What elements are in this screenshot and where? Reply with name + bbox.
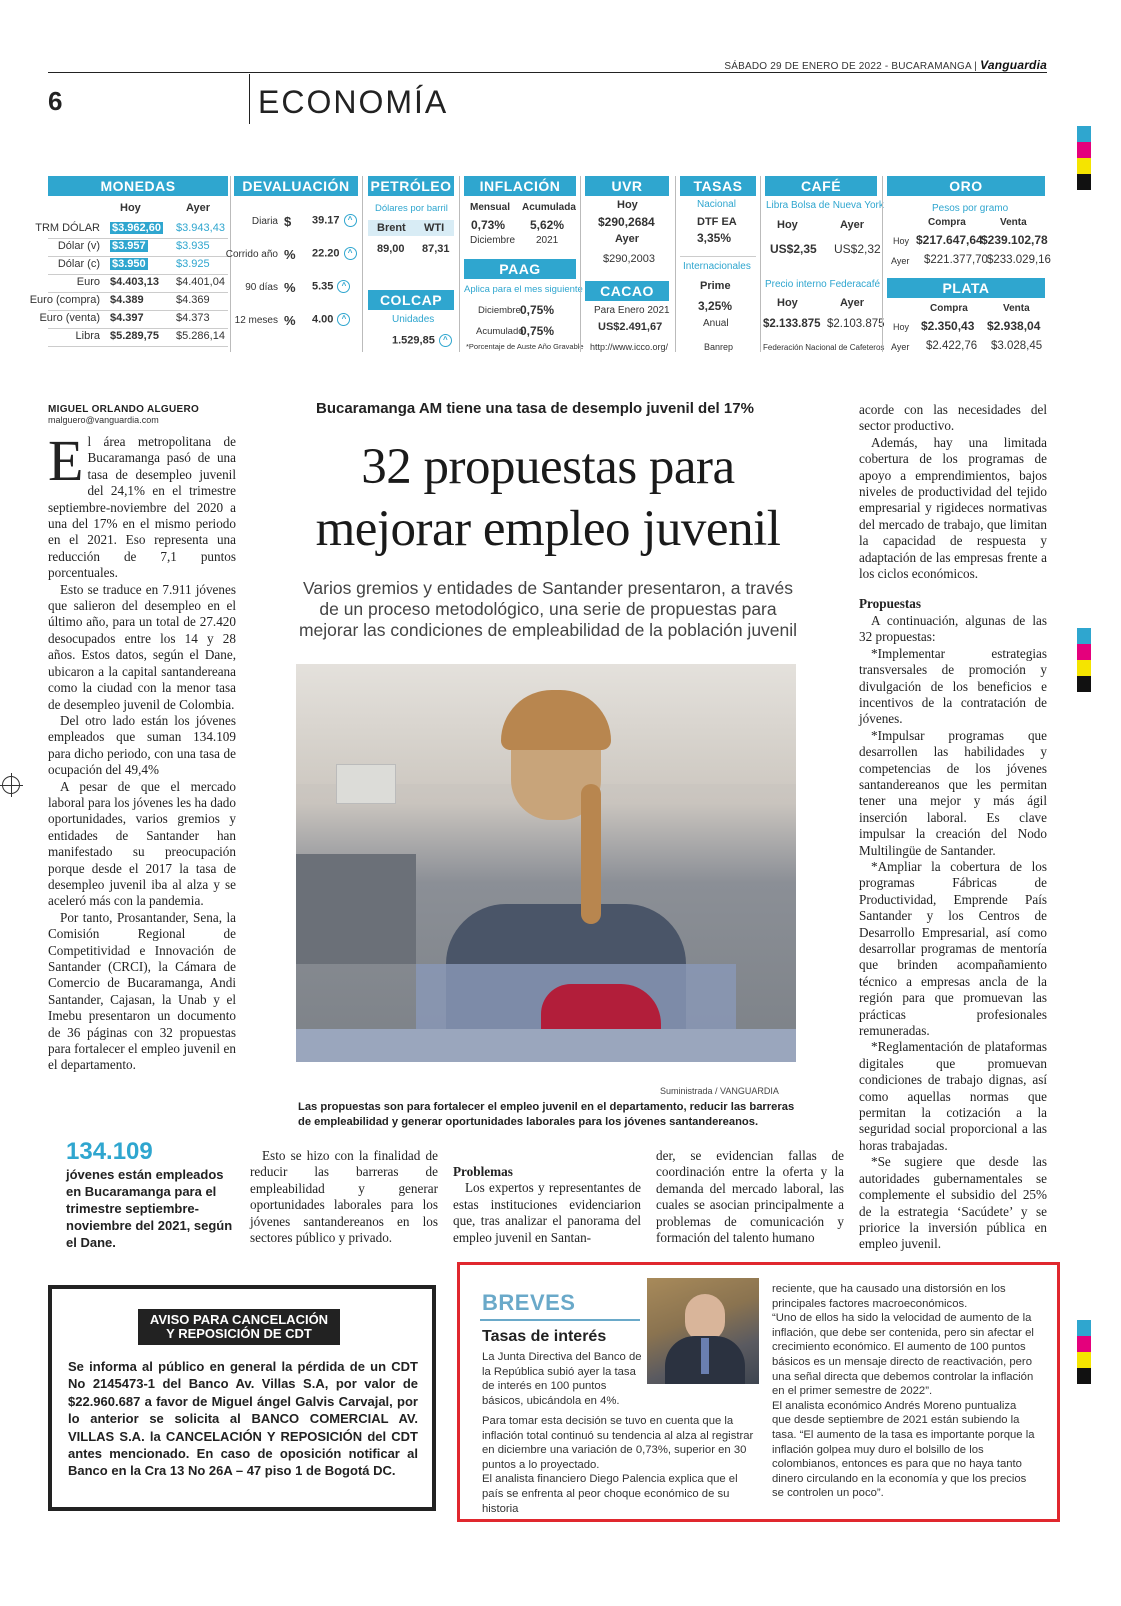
paag-dic-value: 0,75% xyxy=(520,303,555,317)
paragraph: der, se evidencian fallas de coordinación entre la oferta y la demanda del mercado laboral, las cuales se asocian principalmente a problemas de comunicación y formación del talento humano xyxy=(656,1148,844,1246)
registration-magenta xyxy=(1077,142,1091,158)
paragraph: Para tomar esta decisión se tuvo en cuenta que la inflación total continuó su tendencia al alza al registrar en diciembre una variación de 0,73%, superior en 30 puntos a lo proyectado. xyxy=(482,1415,754,1471)
aviso-title xyxy=(138,1309,340,1345)
column-right xyxy=(859,402,1047,1253)
monedas-ayer: $4.373 xyxy=(176,312,210,324)
cafe-fuente: Federación Nacional de Cafeteros xyxy=(763,343,885,352)
headline xyxy=(298,436,798,560)
paragraph: La Junta Directiva del Banco de la República subió ayer la tasa de interés en 100 puntos básicos, ubicándola en 4%. xyxy=(482,1351,642,1407)
paragraph: Esto se hizo con la finalidad de reducir las barreras de empleabilidad y generar oportunidades laborales para los jóvenes santandereanos en los sectores público y privado. xyxy=(250,1148,438,1246)
monedas-hoy: $5.289,75 xyxy=(110,330,159,342)
paragraph: l área metropolitana de Bucaramanga pasó de una tasa de desempleo juvenil del 24,1% en el trimestre septiembre-noviembre del 2020 a una del 17% en el mismo periodo en el 2021. Eso representa una reducción de 7,1 puntos porcentuales. xyxy=(48,434,236,581)
paragraph: reciente, que ha causado una distorsión en los principales factores macroeconómicos. xyxy=(772,1283,1006,1310)
dtf-value: 3,35% xyxy=(697,231,732,245)
up-arrow-icon: ^ xyxy=(337,313,350,326)
paragraph: *Implementar estrategias transversales de promoción y divulgación de los beneficios e incentivos de la contratación de jóvenes. xyxy=(859,645,1047,727)
photo-credit: Suministrada / VANGUARDIA xyxy=(660,1086,779,1096)
author-email[interactable]: malguero@vanguardia.com xyxy=(48,415,159,425)
section-title: ECONOMÍA xyxy=(258,84,449,120)
uvr-ayer-label: Ayer xyxy=(615,233,640,245)
wti-value: 87,31 xyxy=(422,243,450,255)
paag-acu-value: 0,75% xyxy=(520,324,555,338)
column-b3 xyxy=(656,1148,844,1246)
monedas-label: TRM DÓLAR xyxy=(35,222,100,234)
uvr-ayer: $290,2003 xyxy=(603,253,655,265)
byline: MIGUEL ORLANDO ALGUERO xyxy=(48,404,200,415)
paragraph: Los expertos y representantes de estas instituciones evidenciarion que, tras analizar el panorama del empleo juvenil en Santan- xyxy=(453,1180,641,1245)
paag-title: PAAG xyxy=(464,259,576,279)
oro-sub: Pesos por gramo xyxy=(932,203,1009,214)
inflacion-anio: 2021 xyxy=(536,235,559,246)
monedas-panel xyxy=(48,176,228,196)
oro-title: ORO xyxy=(887,176,1045,196)
big-number-text: jóvenes están empleados en Bucaramanga para el trimestre septiembre-noviembre del 2021, según el Dane. xyxy=(66,1167,233,1250)
problemas-subhead: Problemas xyxy=(453,1164,513,1179)
header-rule xyxy=(48,72,1047,73)
devaluacion-label: Diaria xyxy=(251,216,278,227)
devaluacion-panel xyxy=(234,176,358,196)
headline-line-2: mejorar empleo juvenil xyxy=(315,501,781,557)
breves-col-1-top xyxy=(482,1350,642,1408)
registration-black xyxy=(1077,1368,1091,1384)
monedas-ayer-header: Ayer xyxy=(186,202,211,214)
date-text: SÁBADO 29 DE ENERO DE 2022 - BUCARAMANGA xyxy=(724,61,972,72)
monedas-label: Libra xyxy=(75,330,100,342)
devaluacion-value: 22.20 ^ xyxy=(312,247,357,260)
cacao-url: http://www.icco.org/ xyxy=(590,342,669,352)
acumulada-label: Acumulada xyxy=(522,202,576,213)
cacao-title: CACAO xyxy=(585,281,669,301)
column-separator xyxy=(459,176,460,352)
oro-ayer-label: Ayer xyxy=(891,256,910,266)
registration-magenta xyxy=(1077,644,1091,660)
row-divider xyxy=(48,310,228,311)
plata-ayer-compra: $2.422,76 xyxy=(926,340,978,352)
cacao-panel xyxy=(585,281,669,301)
paag-panel xyxy=(464,259,576,279)
cacao-value: US$2.491,67 xyxy=(598,321,663,333)
cafe-sub: Libra Bolsa de Nueva York xyxy=(766,200,884,211)
uvr-panel xyxy=(585,176,669,196)
registration-magenta xyxy=(1077,1336,1091,1352)
monedas-hoy: $3.950 xyxy=(112,258,146,270)
devaluacion-unit: % xyxy=(284,280,296,295)
uvr-hoy-label: Hoy xyxy=(617,199,638,211)
breves-subtitle: Tasas de interés xyxy=(482,1328,607,1345)
paragraph: Del otro lado están los jóvenes empleados que suman 134.109 para dicho periodo, con una tasa de ocupación del 49,4% xyxy=(48,712,236,778)
oro-hoy-compra: $217.647,64 xyxy=(916,233,983,247)
column-separator xyxy=(362,176,363,352)
kicker: Bucaramanga AM tiene una tasa de desemplo juvenil del 17% xyxy=(316,400,754,417)
cafe-panel xyxy=(765,176,877,196)
wti-label: WTI xyxy=(424,222,445,234)
dropcap: E xyxy=(48,428,84,493)
column-1 xyxy=(48,428,236,1074)
cafe-ayer-label: Ayer xyxy=(840,219,865,231)
inflacion-periodo: Diciembre xyxy=(470,235,516,246)
paragraph: acorde con las necesidades del sector productivo. xyxy=(859,402,1047,434)
registration-cyan xyxy=(1077,628,1091,644)
cafe-ayer2-label: Ayer xyxy=(840,297,865,309)
monedas-label: Dólar (v) xyxy=(57,240,100,252)
column-b1 xyxy=(250,1148,438,1246)
column-b2 xyxy=(453,1164,641,1246)
propuestas-subhead: Propuestas xyxy=(859,596,922,612)
paag-note: *Porcentaje de Auste Año Gravable xyxy=(466,342,584,351)
cafe-hoy-label: Hoy xyxy=(777,219,798,231)
headline-line-1: 32 propuestas para xyxy=(361,439,735,495)
column-separator xyxy=(230,176,231,352)
breves-col-2 xyxy=(772,1282,1036,1501)
dateline: SÁBADO 29 DE ENERO DE 2022 - BUCARAMANGA | Vanguardia xyxy=(724,58,1047,72)
cafe-title: CAFÉ xyxy=(765,176,877,196)
aviso-text: Se informa al público en general la pérdida de un CDT No 2145473-1 del Banco Av. Villas S.A, por valor de $22.960.687 a favor de Miguel ángel Galvis Carvajal, por lo anterior se solicita al BANCO COMERCIAL AV. VILLAS S.A. la CANCELACIÓN Y REPOSICIÓN del CDT antes mencionado. En caso de oposición notificar al Banco en la Cra 13 No 26A – 47 piso 1 de Bogotá DC. xyxy=(68,1359,418,1479)
big-number: 134.109 xyxy=(66,1138,153,1165)
mensual-value: 0,73% xyxy=(471,218,506,232)
paragraph: El analista económico Andrés Moreno puntualiza que desde septiembre de 2021 están subiendo la tasa. “El aumento de la tasa es importante porque la inflación golpea muy duro el bolsillo de los colombianos, entonces es para que no haya tanto dinero circulando en la economía y que los precios se controlen un poco”. xyxy=(772,1399,1035,1500)
cacao-sub: Para Enero 2021 xyxy=(594,305,670,316)
prime-value: 3,25% xyxy=(698,299,733,313)
column-separator xyxy=(675,176,676,352)
monedas-ayer: $4.401,04 xyxy=(176,276,225,288)
article-photo xyxy=(296,664,796,1062)
brent-label: Brent xyxy=(377,222,406,234)
paag-sub: Aplica para el mes siguiente xyxy=(464,284,583,295)
paag-dic-label: Diciembre xyxy=(478,305,521,316)
cafe-hoy: US$2,35 xyxy=(770,242,817,256)
prime-label: Prime xyxy=(700,280,731,292)
oro-compra-label: Compra xyxy=(928,217,966,228)
up-arrow-icon: ^ xyxy=(439,334,452,347)
row-divider xyxy=(48,238,228,239)
monedas-ayer: $3.943,43 xyxy=(176,222,225,234)
tasas-panel xyxy=(680,176,756,196)
tasas-anual: Anual xyxy=(703,318,729,329)
row-divider xyxy=(48,328,228,329)
plata-title: PLATA xyxy=(887,278,1045,298)
oro-venta-label: Venta xyxy=(1000,217,1027,228)
paag-acu-label: Acumulado xyxy=(476,326,524,337)
oro-ayer-compra: $221.377,70 xyxy=(924,254,988,266)
uvr-title: UVR xyxy=(585,176,669,196)
cafe-ayer: US$2,32 xyxy=(834,242,881,256)
plata-ayer-label: Ayer xyxy=(891,342,910,352)
up-arrow-icon: ^ xyxy=(344,214,357,227)
breves-rule xyxy=(480,1319,640,1321)
aviso-title-line-1: AVISO PARA CANCELACIÓN xyxy=(149,1312,329,1327)
paragraph: A continuación, algunas de las 32 propuestas: xyxy=(859,612,1047,645)
breves-photo xyxy=(647,1278,759,1384)
registration-cyan xyxy=(1077,126,1091,142)
acumulada-value: 5,62% xyxy=(530,218,565,232)
registration-black xyxy=(1077,676,1091,692)
crosshair-icon xyxy=(2,776,20,794)
cafe-ayer2: $2.103.875 xyxy=(827,318,885,330)
petroleo-title: PETRÓLEO xyxy=(368,176,454,196)
up-arrow-icon: ^ xyxy=(344,247,357,260)
photo-caption: Las propuestas son para fortalecer el empleo juvenil en el departamento, reducir las barreras de empleabilidad y generar oportunidades laborales para los jóvenes santandereanos. xyxy=(298,1101,795,1128)
registration-yellow xyxy=(1077,158,1091,174)
colcap-sub: Unidades xyxy=(392,314,435,325)
devaluacion-title: DEVALUACIÓN xyxy=(234,176,358,196)
devaluacion-label: Corrido año xyxy=(225,249,278,260)
registration-yellow xyxy=(1077,1352,1091,1368)
devaluacion-unit: $ xyxy=(284,214,292,229)
monedas-ayer: $4.369 xyxy=(176,294,210,306)
monedas-label: Euro (venta) xyxy=(39,312,100,324)
monedas-hoy: $3.962,60 xyxy=(112,222,161,234)
tasas-nacional: Nacional xyxy=(697,199,736,210)
paragraph: *Se sugiere que desde las autoridades gubernamentales se complemente el subsidio del 25% de la estrategia ‘Sacúdete’ y se priorice la inversión pública en empleo juvenil. xyxy=(859,1154,1047,1252)
colcap-title: COLCAP xyxy=(368,290,454,310)
breves-title: BREVES xyxy=(482,1290,576,1315)
monedas-label: Euro (compra) xyxy=(29,294,100,306)
devaluacion-value: 4.00 ^ xyxy=(312,313,350,326)
paragraph: *Ampliar la cobertura de los programas Fábricas de Productividad, Emprende País Santander y los Centros de Desarrollo Empresarial, así como desarrollar programas de mentoría que brinden acompañamiento técnico a empresas ancla de la región para que promuevan las prácticas profesionales remuneradas. xyxy=(859,858,1047,1039)
inflacion-panel xyxy=(464,176,576,196)
paragraph: El analista financiero Diego Palencia explica que el país se enfrenta al peor choque económico de su historia xyxy=(482,1473,738,1515)
cafe-hoy2-label: Hoy xyxy=(777,297,798,309)
up-arrow-icon: ^ xyxy=(337,280,350,293)
oro-panel xyxy=(887,176,1045,196)
registration-black xyxy=(1077,174,1091,190)
petroleo-sub: Dólares por barril xyxy=(375,203,448,214)
row-divider xyxy=(48,274,228,275)
monedas-ayer: $5.286,14 xyxy=(176,330,225,342)
breves-col-1 xyxy=(482,1414,754,1516)
cafe-interno: Precio interno Federacafé xyxy=(765,279,881,290)
page-number: 6 xyxy=(48,86,63,116)
uvr-hoy: $290,2684 xyxy=(598,215,655,229)
paragraph: Esto se traduce en 7.911 jóvenes que salieron del desempleo en el último año, para un total de 27.420 desocupados entre los 14 y 28 años. Estos datos, según el Dane, ubicaron a la capital santandereana como la ciudad con la menor tasa de desempleo juvenil de Colombia. xyxy=(48,581,236,712)
plata-ayer-venta: $3.028,45 xyxy=(991,340,1043,352)
paragraph: *Impulsar programas que desarrollen las habilidades y competencias de los jóvenes santandereanos que les permitan tener una mejor y más ágil inserción laboral. Es clave impulsar la creación del Nodo Multilingüe de Santander. xyxy=(859,727,1047,858)
plata-panel xyxy=(887,278,1045,298)
row-divider xyxy=(48,292,228,293)
brand-logo: Vanguardia xyxy=(980,58,1047,72)
plata-hoy-label: Hoy xyxy=(893,322,910,332)
devaluacion-value: 5.35 ^ xyxy=(312,280,350,293)
monedas-ayer: $3.925 xyxy=(176,258,210,270)
monedas-label: Euro xyxy=(76,276,100,288)
column-separator xyxy=(882,176,883,352)
row-divider xyxy=(48,346,228,347)
plata-hoy-compra: $2.350,43 xyxy=(921,319,975,333)
monedas-label: Dólar (c) xyxy=(57,258,100,270)
plata-compra-label: Compra xyxy=(930,303,968,314)
paragraph: “Uno de ellos ha sido la velocidad de aumento de la inflación, que debe ser contenida, pero sin afectar el crecimiento económico. El aumento de 100 puntos básicos es un mensaje directo de reactivación, pero una señal directa que debemos controlar la inflación en el primer semestre de 2022”. xyxy=(772,1312,1034,1398)
cafe-hoy2: $2.133.875 xyxy=(763,318,821,330)
devaluacion-label: 90 días xyxy=(245,282,278,293)
oro-hoy-label: Hoy xyxy=(893,236,910,246)
tasas-internacionales: Internacionales xyxy=(683,261,751,272)
petroleo-panel xyxy=(368,176,454,196)
deck: Varios gremios y entidades de Santander presentaron, a través de un proceso metodológico, una serie de propuestas para mejorar las condiciones de empleabilidad de la población juvenil xyxy=(298,578,798,640)
plata-hoy-venta: $2.938,04 xyxy=(987,319,1041,333)
colcap-panel xyxy=(368,290,454,310)
inflacion-title: INFLACIÓN xyxy=(464,176,576,196)
column-separator xyxy=(580,176,581,352)
registration-cyan xyxy=(1077,1320,1091,1336)
oro-hoy-venta: $239.102,78 xyxy=(981,233,1048,247)
monedas-hoy: $3.957 xyxy=(112,240,146,252)
paragraph: Por tanto, Prosantander, Sena, la Comisión Regional de Competitividad e Innovación de Santander (CRCI), la Cámara de Comercio de Bucaramanga, Andi Santander, Cajasan, la Unab y el Imebu presentaron un documento de 36 páginas con 32 propuestas para fortalecer el empleo juvenil en el departamento. xyxy=(48,909,236,1073)
divider xyxy=(680,256,756,257)
dtf-label: DTF EA xyxy=(697,216,737,228)
devaluacion-unit: % xyxy=(284,247,296,262)
monedas-title: MONEDAS xyxy=(48,176,228,196)
paragraph: *Reglamentación de plataformas digitales que promuevan condiciones de trabajo dignas, así como aquellas normas que permitan la cotización a la seguridad social proporcional a las horas trabajadas. xyxy=(859,1039,1047,1153)
devaluacion-value: 39.17 ^ xyxy=(312,214,357,227)
row-divider xyxy=(48,256,228,257)
paragraph: A pesar de que el mercado laboral para los jóvenes les ha dado oportunidades, varios gremios y entidades de Santander han manifestado su preocupación porque desde el 2017 la tasa de desempleo juvenil iba al alza y se aceleró más con la pandemia. xyxy=(48,778,236,909)
colcap-number: 1.529,85 xyxy=(392,334,435,347)
paragraph: Además, hay una limitada cobertura de los programas de apoyo a emprendimientos, bajos niveles de productividad del tejido empresarial y rigideces normativas del mercado de trabajo, que limitan la capacidad de respuesta y adaptación de las empresas frente a los ciclos económicos. xyxy=(859,434,1047,582)
monedas-hoy: $4.397 xyxy=(110,312,144,324)
monedas-hoy: $4.389 xyxy=(110,294,144,306)
monedas-ayer: $3.935 xyxy=(176,240,210,252)
aviso-title-line-2: Y REPOSICIÓN DE CDT xyxy=(166,1326,312,1341)
devaluacion-unit: % xyxy=(284,313,296,328)
colcap-value xyxy=(392,334,452,347)
oro-ayer-venta: $233.029,16 xyxy=(987,254,1051,266)
monedas-hoy: $4.403,13 xyxy=(110,276,159,288)
tasas-title: TASAS xyxy=(680,176,756,196)
tasas-banrep: Banrep xyxy=(704,342,734,352)
column-separator xyxy=(760,176,761,352)
monedas-hoy-header: Hoy xyxy=(120,202,141,214)
registration-yellow xyxy=(1077,660,1091,676)
brent-value: 89,00 xyxy=(377,243,405,255)
mensual-label: Mensual xyxy=(470,202,511,213)
devaluacion-label: 12 meses xyxy=(234,315,278,326)
plata-venta-label: Venta xyxy=(1003,303,1030,314)
section-divider xyxy=(249,74,250,124)
